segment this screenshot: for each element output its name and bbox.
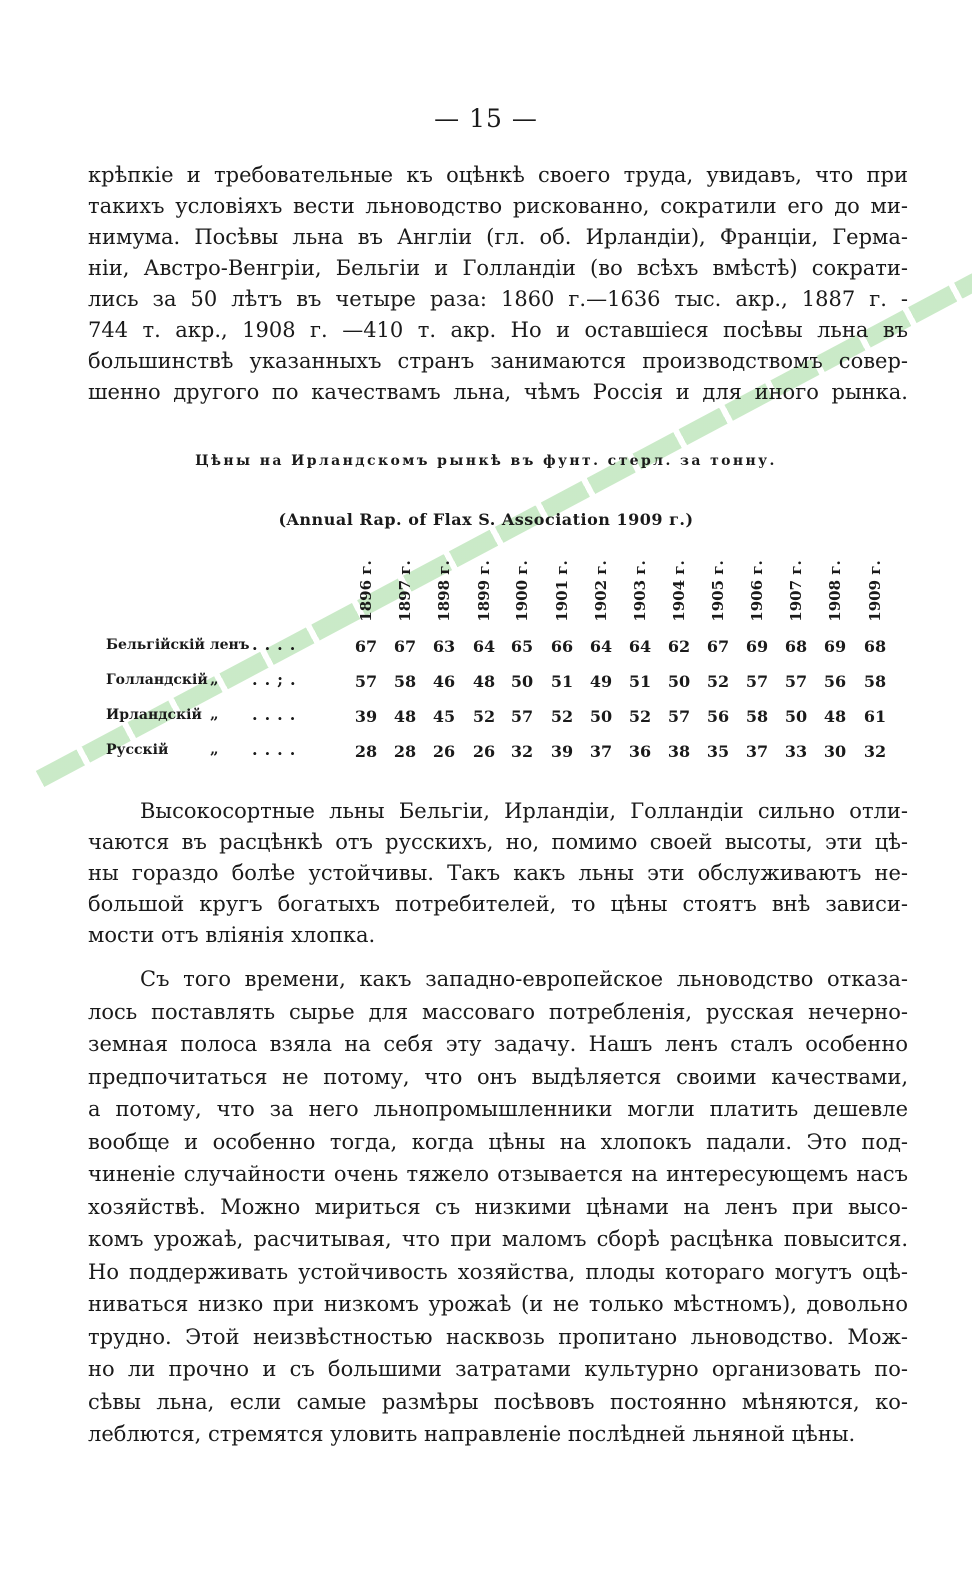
year-header-label: 1896 г. [357, 560, 375, 622]
table-cell: 32 [863, 742, 887, 761]
year-header-label: 1905 г. [709, 560, 727, 622]
table-cell: 50 [589, 707, 613, 726]
text-line: чаются въ расцѣнкѣ отъ русскихъ, но, помимо своей высоты, эти цѣ- [88, 830, 908, 854]
year-header [629, 560, 651, 622]
year-header [864, 560, 886, 622]
text-line: 744 т. акр., 1908 г. —410 т. акр. Но и оставшіеся посѣвы льна въ [88, 318, 908, 342]
table-cell: 52 [706, 672, 730, 691]
table-cell: 57 [784, 672, 808, 691]
table-cell: 28 [354, 742, 378, 761]
table-cell: 52 [628, 707, 652, 726]
leader-dots: .... [252, 740, 303, 759]
table-cell: 39 [550, 742, 574, 761]
leader-dots: .... [252, 635, 303, 654]
text-line: такихъ условіяхъ вести льноводство рискованно, сократили его до ми- [88, 194, 908, 218]
table-cell: 33 [784, 742, 808, 761]
table-cell: 68 [863, 637, 887, 656]
year-header [590, 560, 612, 622]
text-line: чиненіе случайности очень тяжело отзывается на интересующемъ насъ [88, 1162, 908, 1186]
page-number: — 15 — [434, 104, 538, 133]
year-header-label: 1902 г. [592, 560, 610, 622]
text-line: ніи, Австро-Венгріи, Бельгіи и Голландіи (во всѣхъ вмѣстѣ) сократи- [88, 256, 908, 280]
year-header-label: 1897 г. [396, 560, 414, 622]
table-cell: 28 [393, 742, 417, 761]
table-cell: 64 [472, 637, 496, 656]
table-cell: 63 [432, 637, 456, 656]
table-cell: 58 [745, 707, 769, 726]
text-line: трудно. Этой неизвѣстностью насквозь пропитано льноводство. Мож- [88, 1324, 908, 1349]
table-cell: 64 [628, 637, 652, 656]
table-cell: 51 [550, 672, 574, 691]
ditto-mark: „ [210, 740, 219, 758]
text-line: мости отъ вліянія хлопка. [88, 923, 376, 947]
table-cell: 39 [354, 707, 378, 726]
text-line: земная полоса взяла на себя эту задачу. Нашъ ленъ сталъ особенно [88, 1032, 908, 1056]
text-line: шенно другого по качествамъ льна, чѣмъ Россія и для иного рынка. [88, 380, 908, 404]
paragraph-1 [88, 160, 908, 408]
year-header-label: 1899 г. [475, 560, 493, 622]
ditto-mark: „ [210, 705, 219, 723]
ditto-mark: „ [210, 670, 219, 688]
year-header [433, 560, 455, 622]
table-cell: 67 [706, 637, 730, 656]
text-line: предпочитаться не потому, что онъ выдѣляется своими качествами, [88, 1064, 908, 1089]
table-cell: 48 [472, 672, 496, 691]
table-cell: 26 [432, 742, 456, 761]
text-line: Съ того времени, какъ западно-европейское льноводство отказа- [140, 967, 908, 991]
table-cell: 57 [354, 672, 378, 691]
year-header-label: 1906 г. [748, 560, 766, 622]
row-label: Ирландскій [106, 707, 202, 723]
table-cell: 56 [823, 672, 847, 691]
table-cell: 38 [667, 742, 691, 761]
text-line: лись за 50 лѣтъ въ четыре раза: 1860 г.—1636 тыс. акр., 1887 г. - [88, 287, 908, 311]
year-header-label: 1903 г. [631, 560, 649, 622]
year-header [824, 560, 846, 622]
text-line: комъ урожаѣ, расчитывая, что при маломъ сборѣ расцѣнка повысится. [88, 1227, 908, 1251]
table-cell: 56 [706, 707, 730, 726]
row-label: Голландскій [106, 672, 208, 688]
table-cell: 67 [393, 637, 417, 656]
year-header [551, 560, 573, 622]
year-header [394, 560, 416, 622]
paragraph-2 [88, 796, 908, 951]
table-cell: 48 [393, 707, 417, 726]
table-cell: 32 [510, 742, 534, 761]
text-line: нимума. Посѣвы льна въ Англіи (гл. об. Ирландіи), Франціи, Герма- [88, 225, 908, 249]
text-line: Высокосортные льны Бельгіи, Ирландіи, Голландіи сильно отли- [140, 799, 908, 823]
table-cell: 30 [823, 742, 847, 761]
table-cell: 35 [706, 742, 730, 761]
table-cell: 37 [745, 742, 769, 761]
table-cell: 48 [823, 707, 847, 726]
table-cell: 67 [354, 637, 378, 656]
year-header [355, 560, 377, 622]
table-cell: 61 [863, 707, 887, 726]
table-cell: 45 [432, 707, 456, 726]
table-cell: 57 [667, 707, 691, 726]
table-cell: 68 [784, 637, 808, 656]
row-label: Русскій [106, 742, 169, 758]
text-line: ны гораздо болѣе устойчивы. Такъ какъ льны эти обслуживаютъ не- [88, 861, 908, 885]
year-header-label: 1908 г. [826, 560, 844, 622]
table-cell: 65 [510, 637, 534, 656]
table-cell: 66 [550, 637, 574, 656]
table-cell: 37 [589, 742, 613, 761]
leader-dots: .... [252, 705, 303, 724]
year-header [473, 560, 495, 622]
table-cell: 62 [667, 637, 691, 656]
table-cell: 69 [823, 637, 847, 656]
text-line: большинствѣ указанныхъ странъ занимаются производствомъ совер- [88, 349, 908, 373]
table-cell: 51 [628, 672, 652, 691]
table-cell: 50 [667, 672, 691, 691]
year-header [668, 560, 690, 622]
text-line: вообще и особенно тогда, когда цѣны на хлопокъ падали. Это под- [88, 1129, 908, 1154]
table-cell: 36 [628, 742, 652, 761]
text-line: леблются, стремятся уловить направленіе послѣдней льняной цѣны. [88, 1422, 856, 1446]
text-line: Но поддерживать устойчивость хозяйства, плоды котораго могутъ оцѣ- [88, 1259, 908, 1284]
year-header [785, 560, 807, 622]
table-source: (Annual Rap. of Flax S. Association 1909 г.) [278, 510, 694, 529]
year-header-label: 1898 г. [435, 560, 453, 622]
row-label: Бельгійскій ленъ [106, 637, 250, 653]
year-header-label: 1904 г. [670, 560, 688, 622]
table-cell: 50 [510, 672, 534, 691]
text-line: лось поставлять сырье для массоваго потребленія, русская нечерно- [88, 999, 908, 1024]
text-line: но ли прочно и съ большими затратами культурно организовать по- [88, 1357, 908, 1381]
table-cell: 52 [550, 707, 574, 726]
table-cell: 69 [745, 637, 769, 656]
table-cell: 58 [863, 672, 887, 691]
paragraph-3 [88, 963, 908, 1451]
year-header-label: 1907 г. [787, 560, 805, 622]
table-cell: 64 [589, 637, 613, 656]
table-cell: 58 [393, 672, 417, 691]
text-line: сѣвы льна, если самые размѣры посѣвовъ постоянно мѣняются, ко- [88, 1389, 908, 1414]
year-header [707, 560, 729, 622]
year-header-label: 1901 г. [553, 560, 571, 622]
table-cell: 49 [589, 672, 613, 691]
text-line: а потому, что за него льнопромышленники могли платить дешевле [88, 1097, 908, 1121]
year-header-label: 1909 г. [866, 560, 884, 622]
text-line: ниваться низко при низкомъ урожаѣ (и не только мѣстномъ), довольно [88, 1292, 908, 1316]
table-cell: 57 [510, 707, 534, 726]
table-cell: 57 [745, 672, 769, 691]
year-header [511, 560, 533, 622]
text-line: хозяйствѣ. Можно мириться съ низкими цѣнами на ленъ при высо- [88, 1194, 908, 1219]
table-title: Цѣны на Ирландскомъ рынкѣ въ фунт. стерл. за тонну. [195, 453, 777, 469]
year-header-label: 1900 г. [513, 560, 531, 622]
table-cell: 52 [472, 707, 496, 726]
text-line: большой кругъ богатыхъ потребителей, то цѣны стоятъ внѣ зависи- [88, 892, 908, 916]
leader-dots: ..;. [252, 670, 303, 689]
year-header [746, 560, 768, 622]
table-cell: 50 [784, 707, 808, 726]
text-line: крѣпкіе и требовательные къ оцѣнкѣ своего труда, увидавъ, что при [88, 163, 908, 187]
table-cell: 46 [432, 672, 456, 691]
table-cell: 26 [472, 742, 496, 761]
